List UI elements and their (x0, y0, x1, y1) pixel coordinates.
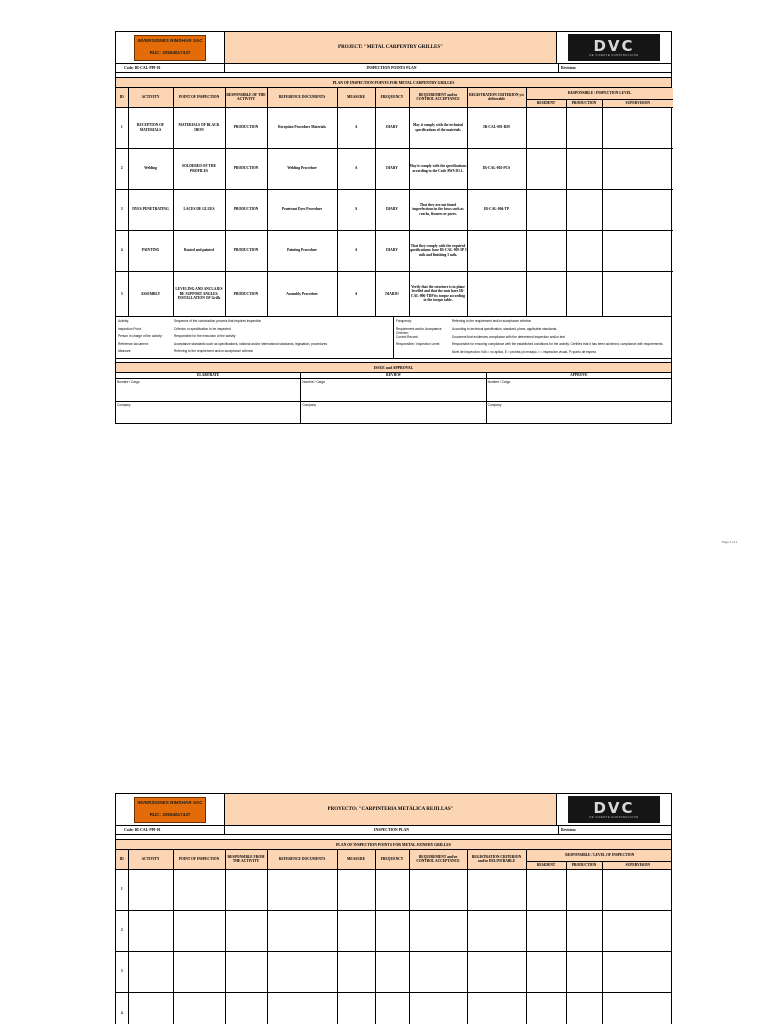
col-header-activity: ACTIVITY (128, 88, 173, 107)
col-header-registration: REGISTRATION CRITERION and/or DELIVERABLE (467, 850, 526, 869)
table-row (116, 148, 673, 189)
cell-registration: IR-CAL-004-TP (467, 189, 526, 230)
project-title: PROYECTO: "CARPINTERIA METÁLICA REJILLAS" (225, 794, 557, 825)
col-header-supervision: SUPERVISION (602, 861, 672, 869)
col-header-frequency: FREQUENCY (375, 850, 409, 869)
cell-id: 1 (116, 107, 128, 148)
cell-supervision (602, 230, 673, 271)
definition-text: Sequence of the construction process that requires inspection (174, 319, 262, 323)
brand-logo-text: DVC (593, 798, 635, 817)
company-field[interactable]: Company (116, 401, 300, 423)
cell-point: MATERIALS OF BLACK IRON (173, 107, 225, 148)
cell-activity: PAINTING (128, 230, 173, 271)
document-name: INSPECTION PLAN (225, 826, 559, 834)
definition-text: Nivel de Inspección: N/A = no aplica, E = prueba y/o ensayo, I = inspección visual, P=punto de espera (452, 349, 596, 354)
col-header-measure: MEASURE (337, 850, 375, 869)
cell-registration (467, 271, 526, 316)
col-header-production: PRODUCTION (566, 861, 602, 869)
definitions (116, 316, 671, 358)
approval-head-elaborate: ELABORATE (197, 373, 220, 377)
cell-frequency: DIARY (375, 230, 409, 271)
definition-term: Reference document: (118, 341, 149, 346)
approval-box-elaborate (116, 379, 300, 423)
cell-id: 4 (116, 230, 128, 271)
definition-item (396, 335, 669, 343)
table-row (116, 910, 672, 951)
cell-supervision (602, 189, 673, 230)
col-header-refdocs: REFERENCE DOCUMENTS (267, 88, 337, 107)
company-logo-cell (116, 32, 225, 63)
cell-activity: ASSEMBLY (128, 271, 173, 316)
code-row (116, 826, 671, 835)
cell-frequency: DIARY (375, 107, 409, 148)
cell-production (566, 189, 602, 230)
col-header-id: ID (116, 850, 128, 869)
definition-term: Measure: (118, 349, 132, 353)
definition-item (118, 327, 391, 335)
definition-text: Responsible for ensuring compliance with the established conditions for the activity. Certifies that it has been achieved, compliance with requirements. (452, 342, 664, 346)
cell-requirement: May it comply with the technical specifications of the materials (409, 107, 467, 148)
cell-registration: IR-CAL-002-PCS (467, 148, 526, 189)
definition-item (118, 319, 391, 327)
name-field[interactable]: Nombre / Cargo (302, 380, 326, 384)
col-header-point: POINT OF INSPECTION (173, 88, 225, 107)
approval-head-review: REVIEW (300, 373, 485, 378)
col-header-refdocs: REFERENCE DOCUMENTS (267, 850, 337, 869)
company-logo-name: INVERSIONES RIMSHAR SAC (137, 800, 203, 806)
definition-item (396, 319, 669, 327)
col-header-requirement: REQUIREMENT and/or CONTROL ACCEPTANCE (409, 88, 467, 107)
definition-term: Activity: (118, 319, 129, 323)
cell-measure: A (337, 189, 375, 230)
table-row (116, 951, 672, 992)
table-row (116, 869, 672, 910)
project-title: PROJECT: "METAL CARPENTRY GRILLES" (225, 32, 557, 63)
sheet-header (116, 794, 671, 826)
code-row (116, 64, 671, 73)
sheet-header (116, 32, 671, 64)
cell-frequency: DIARY (375, 189, 409, 230)
definition-item (118, 342, 391, 350)
cell-requirement: That they comply with the required specifications: base IR-CAL-005-IP 3 mils and finishing 3 mils. (409, 230, 467, 271)
definition-item (396, 327, 669, 335)
name-field[interactable]: Nombre / Cargo (487, 380, 511, 384)
cell-production (566, 148, 602, 189)
col-header-level: RESPONSIBLE / INSPECTION LEVEL (526, 88, 673, 99)
plan-title: PLAN OF INSPECTION POINTS FOR METAL CARPENTRY GRILLES (116, 78, 671, 88)
definition-term: Inspection Point: (118, 326, 142, 331)
brand-logo-cell (557, 32, 671, 63)
table-row (116, 230, 673, 271)
inspection-sheet-page-1 (115, 31, 672, 424)
brand-logo-subtext: DE VICENTE CONSTRUCCIÓN (589, 53, 639, 57)
approval-box-review (300, 379, 485, 423)
table-row (116, 271, 673, 316)
cell-responsible: PRODUCTION (225, 148, 267, 189)
col-header-responsible: RESPONSIBLE FROM THE ACTIVITY (225, 850, 267, 869)
cell-point: LACES DE GLUES (173, 189, 225, 230)
plan-title: PLAN OF INSPECTION POINTS FOR METAL JOINERY GRILLES (116, 840, 671, 850)
definition-text: Responsible for the execution of the activity (174, 334, 236, 338)
definition-term: Frequency: (396, 319, 412, 323)
definition-term: Control Record: (396, 334, 419, 339)
cell-id: 4 (116, 992, 128, 1024)
cell-registration: IR-CAL-001-RM (467, 107, 526, 148)
brand-logo-subtext: DE VICENTE CONSTRUCCIÓN (589, 815, 639, 819)
revision-label: Revision: (561, 66, 577, 70)
cell-measure: A (337, 148, 375, 189)
document-code: Code: IR-CAL-PPI-01 (116, 64, 225, 72)
cell-production (566, 230, 602, 271)
cell-supervision (602, 148, 673, 189)
definition-text: Acceptance standards such as specifications, national and/or international standards, legislation, procedures (174, 341, 328, 346)
cell-requirement: May it comply with the specifications according to the Code AWS D1.1. (409, 148, 467, 189)
cell-id: 3 (116, 951, 128, 992)
approval-title: ISSUE and APPROVAL (116, 363, 671, 373)
definition-text: Referring to the requirement and/or acceptance criterion (174, 349, 254, 353)
cell-refdoc: Penetrant Dyes Procedure (267, 189, 337, 230)
col-header-requirement: REQUIREMENT and/or CONTROL ACCEPTANCE (409, 850, 467, 869)
cell-activity: DYES PENETRATING (128, 189, 173, 230)
cell-resident (526, 230, 566, 271)
brand-logo (568, 796, 660, 823)
cell-id: 3 (116, 189, 128, 230)
revision-label: Revision: (561, 828, 577, 832)
col-header-point: POINT OF INSPECTION (173, 850, 225, 869)
company-logo (134, 35, 206, 61)
cell-refdoc: Assembly Procedure (267, 271, 337, 316)
col-header-level: RESPONSIBLE / LEVEL OF INSPECTION (526, 850, 672, 861)
cell-registration (467, 230, 526, 271)
col-header-production: PRODUCTION (566, 99, 602, 107)
company-field[interactable]: Company (487, 401, 671, 423)
name-field[interactable]: Nombre / Cargo (117, 380, 140, 384)
company-logo-cell (116, 794, 225, 825)
cell-point: Rusted and painted (173, 230, 225, 271)
cell-production (566, 271, 602, 316)
approval-boxes (116, 379, 671, 423)
cell-id: 1 (116, 869, 128, 910)
col-header-frequency: FREQUENCY (375, 88, 409, 107)
page-number: Page 1 of 1 (722, 540, 738, 544)
col-header-activity: ACTIVITY (128, 850, 173, 869)
cell-resident (526, 271, 566, 316)
cell-resident (526, 148, 566, 189)
approval-head-approve: APPROVE (486, 373, 671, 378)
cell-refdoc: Welding Procedure (267, 148, 337, 189)
definition-term: Requirement and/or Acceptance Criterion: (396, 326, 442, 335)
cell-id: 5 (116, 271, 128, 316)
cell-requirement: Verify that the structure is in plane levelled and that the nuts have IR-CAL-006-TDP its torque according to the torque table. (409, 271, 467, 316)
company-logo-ruc: RUC: 20554617437 (149, 50, 191, 56)
definition-item (118, 334, 391, 342)
definition-item (118, 349, 391, 357)
cell-responsible: PRODUCTION (225, 107, 267, 148)
table-row (116, 107, 673, 148)
brand-logo-text: DVC (593, 36, 635, 55)
col-header-registration: REGISTRATION CRITERION y/o deliverable (467, 88, 526, 107)
cell-id: 2 (116, 910, 128, 951)
col-header-resident: RESIDENT (526, 99, 566, 107)
cell-responsible: PRODUCTION (225, 230, 267, 271)
cell-responsible: PRODUCTION (225, 189, 267, 230)
cell-supervision (602, 271, 673, 316)
brand-logo (568, 34, 660, 61)
inspection-table (116, 88, 673, 316)
company-logo-name: INVERSIONES RIMSHAR SAC (137, 38, 203, 44)
company-logo (134, 797, 206, 823)
definition-term: Person in charge of the activity: (118, 334, 163, 338)
approval-box-approve (486, 379, 671, 423)
cell-resident (526, 189, 566, 230)
definition-text: Document that evidences compliance with the determined inspection and/or test (452, 334, 565, 339)
cell-resident (526, 107, 566, 148)
cell-requirement: That they are not found imperfections in the bows such as cracks, fissures or pores. (409, 189, 467, 230)
cell-supervision (602, 107, 673, 148)
company-logo-ruc: RUC: 20554617437 (149, 812, 191, 818)
brand-logo-cell (557, 794, 671, 825)
company-field[interactable]: Company (301, 401, 485, 423)
cell-refdoc: Reception Procedure Materials (267, 107, 337, 148)
cell-point: LEVELING AND ANCLAJES DE SUPPORT ANGLES. INSTALLATION OF Grills (173, 271, 225, 316)
table-row (116, 189, 673, 230)
definition-item (396, 350, 669, 358)
definitions-right (393, 317, 671, 358)
col-header-responsible: RESPONSIBLE OF THE ACTIVITY (225, 88, 267, 107)
cell-production (566, 107, 602, 148)
document-code: Code: IR-CAL-PPI-01 (116, 826, 225, 834)
definition-term: Responsible / Inspection Level: (396, 342, 441, 346)
col-header-id: ID (116, 88, 128, 107)
definition-item (396, 342, 669, 350)
cell-measure: A (337, 230, 375, 271)
col-header-resident: RESIDENT (526, 861, 566, 869)
inspection-sheet-page-2 (115, 793, 672, 1024)
definition-text: According to technical specification, standard, plans, applicable standards. (452, 326, 558, 331)
definition-text: Criterion or specification to be inspected (174, 326, 231, 331)
definitions-left (116, 317, 393, 358)
cell-measure: A (337, 271, 375, 316)
cell-measure: A (337, 107, 375, 148)
col-header-supervision: SUPERVISION (602, 99, 673, 107)
definition-text: Referring to the requirement and/or acceptance criterion (452, 319, 532, 323)
cell-activity: RECEPTION OF MATERIALS (128, 107, 173, 148)
inspection-table (116, 850, 672, 1024)
document-name: INSPECTION POINTS PLAN (225, 64, 559, 72)
col-header-measure: MEASURE (337, 88, 375, 107)
cell-frequency: DIARY (375, 148, 409, 189)
cell-refdoc: Painting Procedure (267, 230, 337, 271)
cell-frequency: DIARIO (375, 271, 409, 316)
cell-activity: Welding (128, 148, 173, 189)
cell-id: 2 (116, 148, 128, 189)
table-row (116, 992, 672, 1024)
approval-section (116, 358, 671, 423)
cell-point: SOLDERED OF THE PROFILES (173, 148, 225, 189)
cell-responsible: PRODUCTION (225, 271, 267, 316)
